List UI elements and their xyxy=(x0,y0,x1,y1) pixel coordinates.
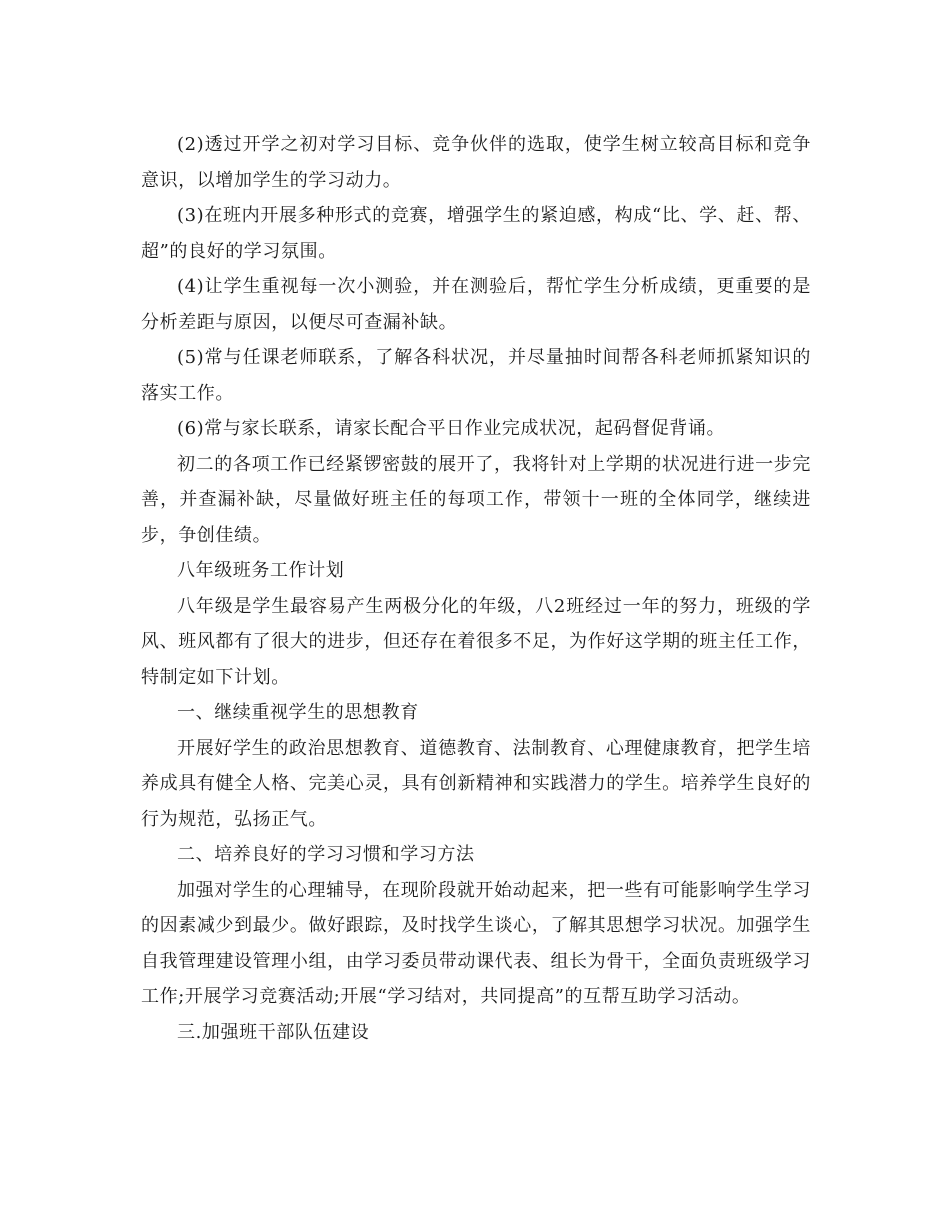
document-body xyxy=(141,127,811,1050)
paragraph-item-4: (4)让学生重视每一次小测验，并在测验后，帮忙学生分析成绩，更重要的是分析差距与原因，以便尽可查漏补缺。 xyxy=(141,276,811,333)
plan-intro-paragraph: 八年级是学生最容易产生两极分化的年级，八2班经过一年的努力，班级的学风、班风都有了很大的进步，但还存在着很多不足，为作好这学期的班主任工作，特制定如下计划。 xyxy=(141,595,811,688)
section-heading-3: 三.加强班干部队伍建设 xyxy=(177,1021,370,1043)
paragraph-item-5: (5)常与任课老师联系，了解各科状况，并尽量抽时间帮各科老师抓紧知识的落实工作。 xyxy=(141,347,811,404)
section-paragraph-2: 加强对学生的心理辅导，在现阶段就开始动起来，把一些有可能影响学生学习的因素减少到最少。做好跟踪，及时找学生谈心，了解其思想学习状况。加强学生自我管理建设管理小组，由学习委员带动课代表、组长为骨干，全面负责班级学习工作;开展学习竞赛活动;开展“学习结对，共同提高”的互帮互助学习活动。 xyxy=(141,879,811,1007)
paragraph-item-2: (2)透过开学之初对学习目标、竞争伙伴的选取，使学生树立较高目标和竞争意识，以增加学生的学习动力。 xyxy=(141,134,811,191)
section-heading-1: 一、继续重视学生的思想教育 xyxy=(177,702,419,723)
plan-title: 八年级班务工作计划 xyxy=(177,560,345,581)
paragraph-item-3: (3)在班内开展多种形式的竞赛，增强学生的紧迫感，构成“比、学、赶、帮、超”的良好的学习氛围。 xyxy=(141,205,811,262)
section-heading-2: 二、培养良好的学习习惯和学习方法 xyxy=(177,844,475,865)
paragraph-item-6: (6)常与家长联系，请家长配合平日作业完成状况，起码督促背诵。 xyxy=(177,418,726,439)
closing-paragraph: 初二的各项工作已经紧锣密鼓的展开了，我将针对上学期的状况进行进一步完善，并查漏补缺，尽量做好班主任的每项工作，带领十一班的全体同学，继续进步，争创佳绩。 xyxy=(141,453,811,546)
section-paragraph-1: 开展好学生的政治思想教育、道德教育、法制教育、心理健康教育，把学生培养成具有健全人格、完美心灵，具有创新精神和实践潜力的学生。培养学生良好的行为规范，弘扬正气。 xyxy=(141,737,811,830)
